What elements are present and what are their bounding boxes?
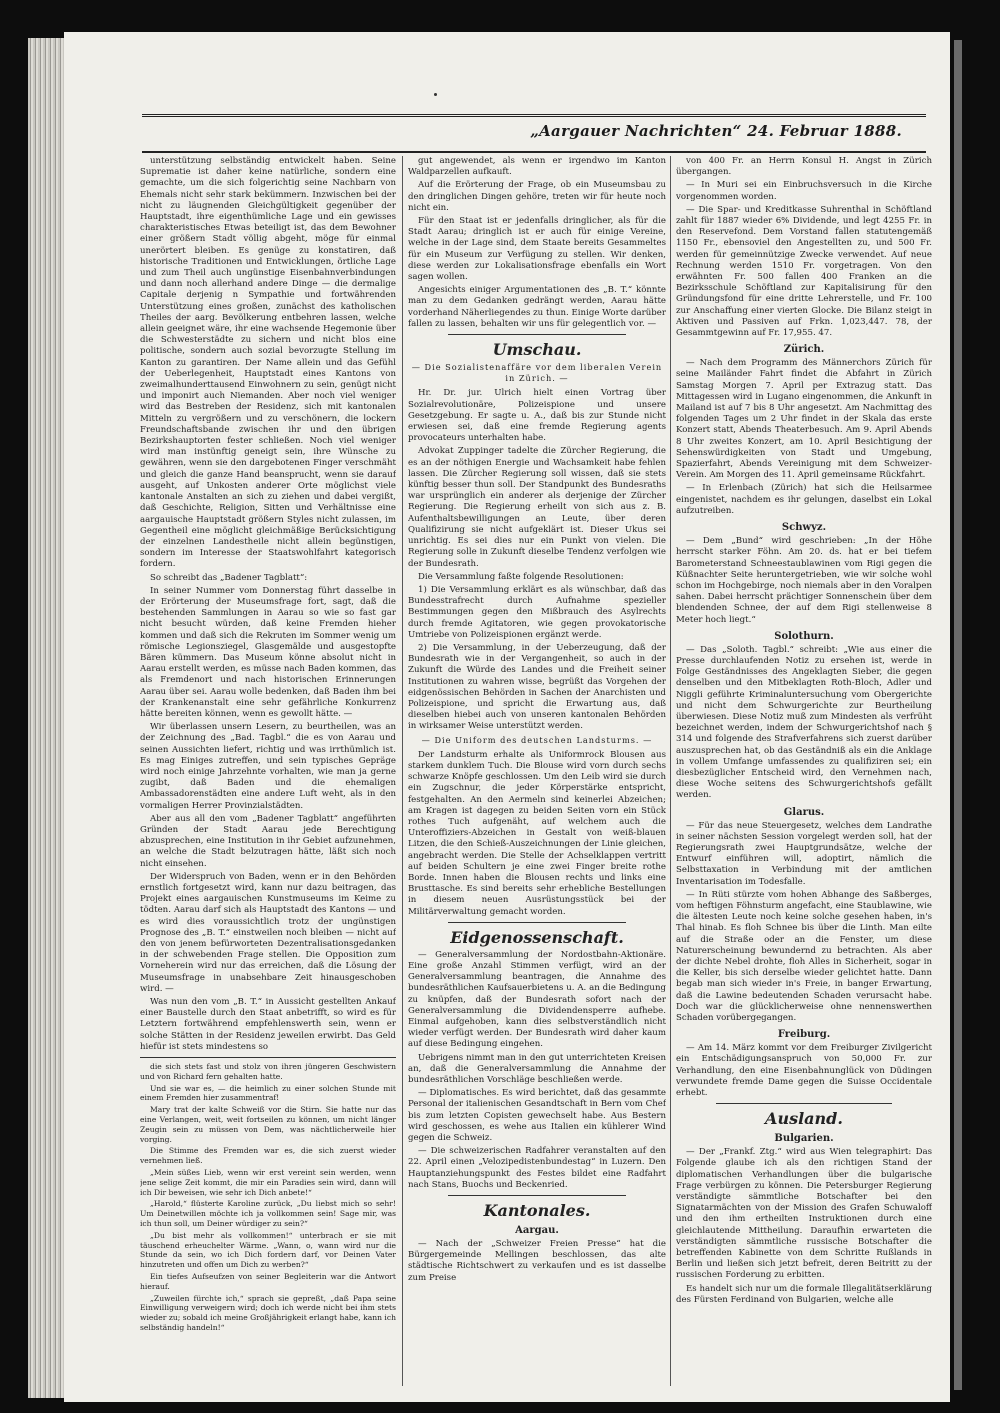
feuilleton-text: „Du bist mehr als vollkommen!“ unterbrach er sie mit täuschend erheuchelter Wärme. „Wann, o, wann wird nur die Stunde da sein, wo ich Dich fordern darf, vor Deinen Vater hinzutreten und offen um Dich zu werben?“ xyxy=(140,1230,396,1270)
article-text: — In Rüti stürzte vom hohen Abhange des Saßberges, vom heftigen Föhnsturm angefacht, eine Staublawine, wie die ältesten Leute noch keine solche gesehen haben, in's Thal hinab. Es floh Schnee bis über die Linth. Man eilte auf die Straße oder an die Fenster, um diese Naturerscheinung bewundernd zu betrachten. Als aber der dichte Nebel drohte, floh Alles in Sicherheit, sogar in die Keller, bis sich derselbe wieder gelichtet hatte. Dann begab man sich wieder in's Freie, in banger Erwartung, daß die Lawine bedeutenden Schaden verursacht habe. Doch war die glücklicherweise ohne nennenswerthen Schaden vorübergegangen. xyxy=(676,889,932,1024)
feuilleton-text: „Harold,“ flüsterte Karoline zurück, „Du liebst mich so sehr! Um Deinetwillen möchte ich ja vollkommen sein! Sage mir, was ich thun soll, um Deiner würdiger zu sein?“ xyxy=(140,1199,396,1228)
subsection-heading-schwyz: Schwyz. xyxy=(781,522,827,534)
section-divider xyxy=(448,922,626,923)
article-subheading: — Die Uniform des deutschen Landsturms. — xyxy=(421,734,653,745)
section-heading-umschau: Umschau. xyxy=(492,340,582,360)
article-text: Auf die Erörterung der Frage, ob ein Museumsbau zu den dringlichen Dingen gehöre, treten wir für heute noch nicht ein. xyxy=(408,180,666,213)
article-text: Was nun den vom „B. T.“ in Aussicht gestellten Ankauf einer Baustelle durch den Staat anbetrifft, so wird es für Letztern fortwährend empfehlenswerth sein, wenn er solche Stätten in der Residenz jeweilen erwirbt. Das Geld hiefür ist stets mindestens so xyxy=(140,997,396,1052)
page-header-title: „Aargauer Nachrichten“ 24. Februar 1888. xyxy=(530,122,902,140)
article-text: Der Widerspruch von Baden, wenn er in den Behörden ernstlich fortgesetzt wird, kann nur dazu beitragen, das Projekt eines aargauischen Kunstmuseums im Keime zu tödten. Aarau darf sich als Hauptstadt des Kantons — und es wird dies voraussichtlich trotz der ungünstigen Prognose des „B. T.“ einstweilen noch bleiben — nicht auf den von jenem befürworteten Dezentralisationsgedanken in der schwebenden Frage stellen. Die Opposition zum Vorneherein wird nur das erreichen, daß die Lösung der Museumsfrage in unabsehbare Zeit hinausgeschoben wird. — xyxy=(140,871,396,994)
feuilleton xyxy=(140,1062,396,1333)
section-divider xyxy=(716,1103,892,1104)
subsection-heading-aargau: Aargau. xyxy=(515,1225,559,1237)
article-text: Für den Staat ist er jedenfalls dringlicher, als für die Stadt Aarau; dringlich ist er auch für einige Vereine, welche in der Lage sind, dem Staate bereits Gesammeltes für ein Museum zur Verfügung zu stellen. Wir denken, diese werden zur Lokalisationsfrage ebenfalls ein Wort sagen wollen. xyxy=(408,216,666,283)
feuilleton-text: Die Stimme des Fremden war es, die sich zuerst wieder vernehmen ließ. xyxy=(140,1146,396,1166)
article-text: 1) Die Versammlung erklärt es als wünschbar, daß das Bundesstrafrecht durch Aufnahme spezieller Bestimmungen gegen den Mißbrauch des Asylrechts durch fremde Agitatoren, wie gegen provokatorische Umtriebe von Polizeispionen ergänzt werde. xyxy=(408,584,666,640)
article-text: Uebrigens nimmt man in den gut unterrichteten Kreisen an, daß die Generalversammlung die Annahme der bundesräthlichen Vorschläge beschließen werde. xyxy=(408,1052,666,1086)
article-text: — Der „Frankf. Ztg.“ wird aus Wien telegraphirt: Das Folgende glaube ich als den richtigen Stand der diplomatischen Verhandlungen über die bulgarische Frage verbürgen zu können. Die Petersburger Regierung verständigte sämmtliche Botschafter bei den Signatarmächten von der Mission des Grafen Schuwaloff und den ihm ertheilten Instruktionen durch eine gleichlautende Mittheilung. Daraufhin erwarteten die verständigten sämmtliche russische Botschafter die betreffenden Kabinette von dem Schritte Rußlands in Berlin und ließen sich jetzt befreit, deren Beitritt zu der russischen Forderung zu erbitten. xyxy=(676,1147,932,1281)
scan-border xyxy=(954,40,962,1390)
article-text: — Die schweizerischen Radfahrer veranstalten auf den 22. April einen „Velozipedistenbundestag“ in Luzern. Den Hauptanziehungspunkt des Festes bildet eine Radfahrt nach Stans, Buochs und Beckenried. xyxy=(408,1146,666,1190)
column-rule-2 xyxy=(670,156,671,1386)
article-text: — Die Spar- und Kreditkasse Suhrenthal in Schöftland zahlt für 1887 wieder 6% Dividende, und legt 4255 Fr. in den Reservefond. Dem Vorstand fallen statutengemäß 1150 Fr., ebensoviel den Angestellten zu, und 500 Fr. werden für gemeinnützige Zwecke verwendet. Auf neue Rechnung werden 1510 Fr. vorgetragen. Von den erwähnten Fr. 500 fallen 400 Franken an die Bezirksschule Schöftland zur Kapitalisirung für den Gründungsfond für eine dritte Lehrerstelle, und Fr. 100 zur Anschaffung einer vierten Glocke. Die Bilanz steigt in Aktiven und Passiven auf Frkn. 1,023,447. 78, der Gesammtgewinn auf Fr. 17,955. 47. xyxy=(676,204,932,339)
section-heading-ausland: Ausland. xyxy=(765,1109,843,1129)
article-text: — Für das neue Steuergesetz, welches dem Landrathe in seiner nächsten Session vorgelegt werden soll, hat der Regierungsrath zwei Hauptgrundsätze, welche der Entwurf einführen will, adoptirt, nämlich die Selbsttaxation in Verbindung mit der amtlichen Inventarisation im Todesfalle. xyxy=(676,820,932,887)
column-1 xyxy=(140,156,396,1391)
article-text: Hr. Dr. jur. Ulrich hielt einen Vortrag über Sozialrevolutionäre, Polizeispione und unsere Gesetzgebung. Er sagte u. A., daß bis zur Stunde nicht erwiesen sei, daß eine fremde Regierung agents provocateurs unterhalten habe. xyxy=(408,388,666,444)
article-text: — Dem „Bund“ wird geschrieben: „In der Höhe herrscht starker Föhn. Am 20. ds. hat er bei tiefem Barometerstand Schneestaublawinen vom Rigi gegen die Küßnachter Seite heruntergetrieben, wie wir solche wohl schon im Hochgebirge, noch niemals aber in den Voralpen sahen. Dabei herrscht prächtiger Sonnenschein über dem blendenden Schnee, der auf dem Rigi stellenweise 8 Meter hoch liegt.“ xyxy=(676,536,932,625)
article-text: — Diplomatisches. Es wird berichtet, daß das gesammte Personal der italienischen Gesandtschaft in Bern vom Chef bis zum letzten Copisten gewechselt habe. Aus Bestern wird geschossen, es wehe aus Italien ein kühlerer Wind gegen die Schweiz. xyxy=(408,1088,666,1144)
article-text: Wir überlassen unsern Lesern, zu beurtheilen, was an der Zeichnung des „Bad. Tagbl.“ die es von Aarau und seinen Aussichten liefert, richtig und was irrthümlich ist. Es mag Einiges zutreffen, und sein typisches Gepräge wird noch einige Jahrzehnte vorhalten, wie man ja gerne zugibt, daß Baden und die ehemaligen Ambassadorenstädten eine andere Luft weht, als in den vormaligen Herrer Provinzialstädten. xyxy=(140,722,396,811)
article-text: — In Muri sei ein Einbruchsversuch in die Kirche vorgenommen worden. xyxy=(676,180,932,202)
section-heading-eidgenossenschaft: Eidgenossenschaft. xyxy=(450,927,624,947)
column-2 xyxy=(408,156,666,1391)
subsection-heading-freiburg: Freiburg. xyxy=(777,1029,831,1041)
article-text: Advokat Zuppinger tadelte die Zürcher Regierung, die es an der nöthigen Energie und Wachsamkeit habe fehlen lassen. Die Zürcher Regierung soll wissen, daß sie stets künftig besser thun soll. Der Standpunkt des Bundesraths war ursprünglich ein anderer als derjenige der Zürcher Regierung. Die Regierung erheilt von sich aus z. B. Aufenthaltsbewilligungen an Leute, über deren Qualifizirung sie nicht aufgeklärt ist. Dieser Ukus sei unrichtig. Es sei dies nur ein Punkt von vielen. Die Regierung solle in Zukunft dieselbe Tendenz verfolgen wie der Bundesrath. xyxy=(408,446,666,569)
article-text: Es handelt sich nur um die formale Illegalitätserklärung des Fürsten Ferdinand von Bulgarien, welche alle xyxy=(676,1283,932,1305)
column-rule-1 xyxy=(402,156,403,1386)
section-heading-kantonales: Kantonales. xyxy=(483,1201,591,1221)
feuilleton-divider xyxy=(140,1057,396,1058)
article-text: Der Landsturm erhalte als Uniformrock Blousen aus starkem dunklem Tuch. Die Blouse wird vorn durch sechs schwarze Knöpfe geschlossen. Um den Leib wird sie durch ein Zugschnur, die jeder Körperstärke entspricht, festgehalten. An den Aermeln sind keinerlei Abzeichen; am Kragen ist dagegen zu beiden Seiten vorn ein Stück rothes Tuch aufgenäht, auf welchem auch die Unteroffiziers-Abzeichen in Gestalt von weiß-blauen Litzen, die den Schieß-Auszeichnungen der Linie gleichen, angebracht werden. Die Stelle der Achselklappen vertritt auf beiden Schultern je eine zwei Finger breite rothe Borde. Innen haben die Blousen rechts und links eine Brusttasche. Es sind bereits sehr erhebliche Bestellungen in diesem neuen Ausrüstungsstück bei der Militärverwaltung gemacht worden. xyxy=(408,749,666,917)
article-text: — Nach dem Programm des Männerchors Zürich für seine Mailänder Fahrt findet die Abfahrt in Zürich Samstag Morgen 7. April per Extrazug statt. Das Mittagessen wird in Lugano eingenommen, die Ankunft in Mailand ist auf 7 bis 8 Uhr angesetzt. Am Nachmittag des folgenden Tages um 2 Uhr findet in der Skala das erste Konzert statt, Abends Theaterbesuch. Am 9. April Abends 8 Uhr zweites Konzert, am 10. April Besichtigung der Sehenswürdigkeiten von Stadt und Umgebung, Spazierfahrt, Abends Vereinigung mit dem Schweizer-Verein. Am Morgen des 11. April gemeinsame Rückfahrt. xyxy=(676,358,932,481)
article-text: — Am 14. März kommt vor dem Freiburger Zivilgericht ein Entschädigungsanspruch von 50,000 Fr. zur Verhandlung, den eine Eisenbahnunglück von Düdingen verwundete fremde Dame gegen die Suisse Occidentale erhebt. xyxy=(676,1043,932,1099)
article-text: In seiner Nummer vom Donnerstag führt dasselbe in der Erörterung der Museumsfrage fort, sagt, daß die bestehenden Sammlungen in Aarau so wie so fast gar nicht besucht würden, daß keine Fremden hieher kommen und daß sich die Rekruten im Sommer wenig um römische Legionsziegel, Glasgemälde und ausgestopfte Bären kümmern. Das Museum könne absolut nicht in Aarau erstellt werden, es müsse nach Baden kommen, das als Fremdenort und nach historischen Erinnerungen Aarau über sei. Aarau wolle bedenken, daß Baden ihm bei der Krankenanstalt eine sehr gefährliche Konkurrenz hätte bereiten können, wenn es gewollt hätte. — xyxy=(140,585,396,719)
article-text: Angesichts einiger Argumentationen des „B. T.“ könnte man zu dem Gedanken gedrängt werden, Aarau hätte vorderhand Näherliegendes zu thun. Einige Worte darüber fallen zu lassen, behalten wir uns für gelegentlich vor. — xyxy=(408,285,666,329)
feuilleton-text: „Zuweilen fürchte ich,“ sprach sie gepreßt, „daß Papa seine Einwilligung verweigern wird; doch ich werde nicht bei ihm stets wieder zu; sobald ich meine Großjährigkeit erlangt habe, kann ich selbständig handeln!“ xyxy=(140,1293,396,1332)
article-subheading: — Die Sozialistenaffäre vor dem liberalen Verein in Zürich. — xyxy=(411,362,663,384)
article-text: So schreibt das „Badener Tagblatt“: xyxy=(150,572,308,583)
section-divider xyxy=(448,334,626,335)
feuilleton-text: Mary trat der kalte Schweiß vor die Stirn. Sie hatte nur das eine Verlangen, weit, weit fortseilen zu können, um nicht länger Zeugin sein zu müssen von Dem, was nächtlicherweile hier vorging. xyxy=(140,1105,396,1144)
scan-speck xyxy=(434,93,437,96)
article-text: gut angewendet, als wenn er irgendwo im Kanton Waldparzellen aufkauft. xyxy=(408,156,666,178)
page-edge xyxy=(28,38,68,1398)
subsection-heading-solothurn: Solothurn. xyxy=(774,630,834,642)
section-divider xyxy=(448,1195,626,1196)
feuilleton-text: die sich stets fast und stolz von ihren jüngeren Geschwistern und von Richard fern gehalten hatte. xyxy=(140,1062,396,1081)
subsection-heading-zuerich: Zürich. xyxy=(783,344,825,356)
feuilleton-text: Und sie war es, — die heimlich zu einer solchen Stunde mit einem Fremden hier zusammentraf! xyxy=(140,1083,396,1103)
feuilleton-text: Ein tiefes Aufseufzen von seiner Begleiterin war die Antwort hierauf. xyxy=(140,1271,396,1291)
column-3 xyxy=(676,156,932,1391)
article-text: Die Versammlung faßte folgende Resolutionen: xyxy=(418,571,624,582)
article-text: — Das „Soloth. Tagbl.“ schreibt: „Wie aus einer die Presse durchlaufenden Notiz zu ersehen ist, werde in Folge Geständnisses des Angeklagten Sieber, die gegen denselben und den Mitbeklagten Roth-Bloch, Adler und Niggli geführte Kriminaluntersuchung vom Obergerichte und nicht dem Schwurgerichte zur Beurtheilung überwiesen. Diese Notiz muß zum Mindesten als verfrüht bezeichnet werden, indem der Schwurgerichtshof nach § 314 und folgende des Strafverfahrens sich zuerst darüber auszusprechen hat, ob das Geständniß als ein die Anklage in vollem Umfange umfassendes zu qualifiziren sei; ein diesbezüglicher Entscheid wird, den Vernehmen nach, diese Woche seitens des Schwurgerichtshofs gefällt werden. xyxy=(676,644,932,801)
article-text: — In Erlenbach (Zürich) hat sich die Heilsarmee eingenistet, nachdem es ihr gelungen, daselbst ein Lokal aufzutreiben. xyxy=(676,483,932,516)
article-text: unterstützung selbständig entwickelt haben. Seine Suprematie ist daher keine natürliche, sondern eine gemachte, um die sich folgerichtig seine Nachbarn von Ehemals nicht sehr stark bekümmern. Inzwischen bei der nicht zu läugnenden Gleichgültigkeit gegenüber der Hauptstadt, ihre eigenthümliche Lage und ein gewisses charakteristisches Etwas beteiligt ist, das dem Bewohner einer größern Stadt völlig abgeht, möge für einmal unerörtert bleiben. Es genüge zu konstatiren, daß historische Traditionen und Entwicklungen, örtliche Lage und zum Theil auch ungünstige Eisenbahnverbindungen und dann noch allerhand andere Dinge — die dermalige Capitale derjenig n Sympathie und fortwährenden Unterstützung eines großen, zunächst des katholischen Theiles der aarg. Bevölkerung entbehren lassen, welche allein geeignet wäre, ihr eine wachsende Hegemonie über die Schwesterstädte zu sichern und nicht blos eine politische, sondern auch sozial bevorzugte Stellung im Kanton zu garantiren. Der Name allein und das Gefühl der Ueberlegenheit, Hauptstadt eines Kantons von zweimalhunderttausend Einwohnern zu sein, genügt nicht und imponirt auch Niemanden. Aber noch viel weniger wird das Bestreben der Residenz, sich mit kantonalen Mitteln zu vergrößern und zu verschönern, die lockern Freundschaftsbande zwischen ihr und den übrigen Bezirkshauptorten fester schließen. Noch viel weniger wird man instünftig geneigt sein, ihre Wünsche zu gewähren, wenn sie den dargebotenen Finger verschmäht und gleich die ganze Hand beansprucht, wenn sie darauf ausgeht, auf Unkosten anderer Orte möglichst viele kantonale Anstalten an sich zu ziehen und dabei vergißt, daß Geschichte, Religion, Sitten und Verhältnisse eine aargauische Hauptstadt größern Styles nicht zulassen, im Gegentheil eine möglicht gleichmäßige Berücksichtigung der einzelnen Landestheile nicht allein begünstigen, sondern im Interesse der Staatswohlfahrt kategorisch fordern. xyxy=(140,156,396,570)
subsection-heading-bulgarien: Bulgarien. xyxy=(774,1133,834,1145)
page-header xyxy=(142,114,926,153)
article-text: — Generalversammlung der Nordostbahn-Aktionäre. Eine große Anzahl Stimmen verfügt, wird an der Generalversammlung beantragen, die Annahme des bundesräthlichen Kaufsauerbietens u. A. an die Bedingung zu knüpfen, daß der Bundesrath sofort nach der Generalversammlung die Dividendensperre aufhebe. Einmal aufgehoben, kann dies selbstverständlich nicht wieder verfügt werden. Der Bundesrath wird daher kaum auf diese Bedingung eingehen. xyxy=(408,949,666,1050)
article-text: Aber aus all den vom „Badener Tagblatt“ angeführten Gründen der Stadt Aarau jede Berechtigung abzusprechen, eine Institution in ihr Gebiet aufzunehmen, an welche die Stadt belzutragen hätte, läßt sich noch nicht einsehen. xyxy=(140,813,396,869)
article-text: — Nach der „Schweizer Freien Presse“ hat die Bürgergemeinde Mellingen beschlossen, das alte städtische Richtschwert zu verkaufen und es ist dasselbe zum Preise xyxy=(408,1239,666,1283)
article-text: 2) Die Versammlung, in der Ueberzeugung, daß der Bundesrath wie in der Vergangenheit, so auch in der Zukunft die Würde des Landes und die Freiheit seiner Institutionen zu wahren wisse, begrüßt das Vorgehen der eidgenössischen Behörden in Sachen der Anarchisten und Polizeispione, und spricht die Erwartung aus, daß dieselben hiebei auch von unseren kantonalen Behörden in wirksamer Weise unterstützt werden. xyxy=(408,642,666,732)
article-text: von 400 Fr. an Herrn Konsul H. Angst in Zürich übergangen. xyxy=(676,156,932,178)
subsection-heading-glarus: Glarus. xyxy=(783,806,825,818)
feuilleton-text: „Mein süßes Lieb, wenn wir erst vereint sein werden, wenn jene selige Zeit kommt, die mir ein Paradies sein wird, dann will ich Dir beweisen, wie sehr ich Dich anbete!“ xyxy=(140,1168,396,1197)
